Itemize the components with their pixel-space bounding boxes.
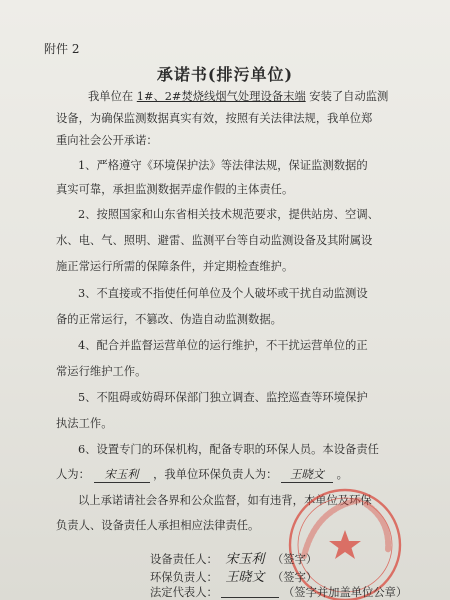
attachment-label: 附件 2	[44, 42, 80, 56]
env-signature-row	[150, 566, 317, 585]
item-6-line-b	[56, 466, 348, 483]
legal-signature-blank	[221, 585, 279, 598]
item-6-prefix: 人为：	[56, 468, 90, 481]
item-2-line-a: 2、按照国家和山东省相关技术规范要求，提供站房、空调、	[78, 208, 379, 221]
item-2-line-b: 水、电、气、照明、避雷、监测平台等自动监测设备及其附属设	[56, 234, 373, 247]
item-4-line-a: 4、配合并监督运营单位的运行维护，不干扰运营单位的正	[78, 339, 368, 352]
item-3-line-b: 备的正常运行，不篡改、伪造自动监测数据。	[56, 313, 282, 326]
item-2-line-c: 施正常运行所需的保障条件，并定期检查维护。	[56, 260, 294, 273]
item-6-suffix: 。	[336, 468, 348, 481]
equipment-person-name: 宋玉利	[94, 466, 150, 483]
intro-facility: 1#、2#焚烧线烟气处理设备末端	[136, 90, 306, 103]
intro-line-2: 设备，为确保监测数据真实有效，按照有关法律法规，我单位郑	[56, 112, 373, 125]
item-5-line-a: 5、不阻碍或妨碍环保部门独立调查、监控巡查等环境保护	[78, 391, 368, 404]
item-6-middle: ，我单位环保负责人为：	[153, 468, 278, 481]
equipment-signature-note: （签字）	[272, 553, 318, 566]
intro-prefix: 我单位在	[88, 90, 134, 103]
closing-line-2: 负责人、设备责任人承担相应法律责任。	[56, 519, 260, 532]
env-signature-label: 环保负责人：	[150, 571, 218, 584]
legal-signature-note: （签字并加盖单位公章）	[282, 586, 408, 599]
env-person-name: 王晓文	[281, 466, 333, 483]
legal-signature-row	[150, 584, 407, 600]
equipment-signature-row	[150, 548, 317, 567]
intro-line-1	[88, 88, 388, 104]
equipment-signature-label: 设备责任人：	[150, 553, 218, 566]
document-title: 承诺书(排污单位)	[156, 65, 294, 84]
item-5-line-b: 执法工作。	[56, 417, 113, 430]
env-handwritten-signature: 王晓文	[225, 570, 265, 585]
intro-suffix: 安装了自动监测	[309, 90, 389, 103]
item-4-line-b: 常运行维护工作。	[56, 365, 147, 378]
env-signature-note: （签字）	[272, 571, 318, 584]
closing-line-1: 以上承诺请社会各界和公众监督，如有违背，本单位及环保	[78, 494, 372, 507]
legal-signature-label: 法定代表人：	[150, 586, 218, 599]
item-1-line-a: 1、严格遵守《环境保护法》等法律法规，保证监测数据的	[78, 159, 368, 172]
item-1-line-b: 真实可靠，承担监测数据弄虚作假的主体责任。	[56, 183, 294, 196]
item-3-line-a: 3、不直接或不指使任何单位及个人破坏或干扰自动监测设	[78, 287, 368, 300]
item-6-line-a: 6、设置专门的环保机构，配备专职的环保人员。本设备责任	[78, 443, 379, 456]
intro-line-3: 重向社会公开承诺：	[56, 134, 158, 147]
equipment-handwritten-signature: 宋玉利	[225, 552, 265, 567]
